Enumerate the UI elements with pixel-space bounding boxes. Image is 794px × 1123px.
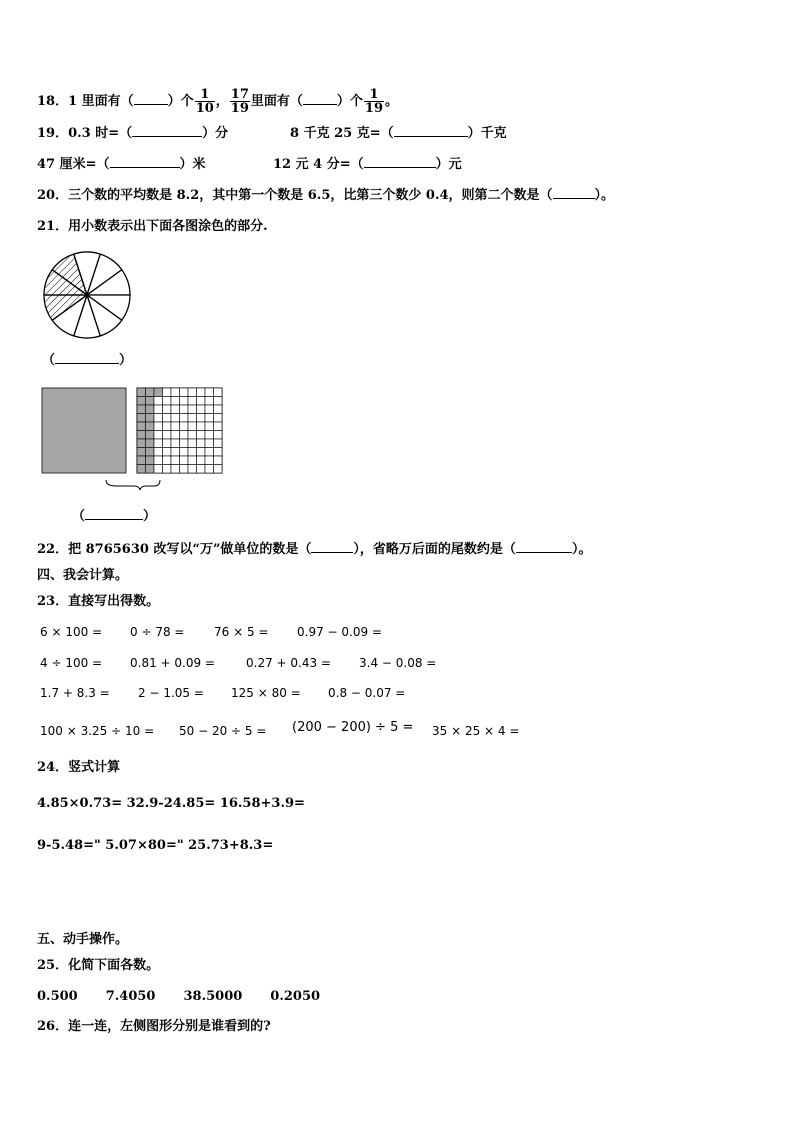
grid-cell (163, 431, 172, 440)
grid-cell (163, 388, 172, 397)
calc-item: 0.97 − 0.09 = (297, 625, 382, 639)
grid-cell (163, 414, 172, 423)
grid-cell (214, 388, 223, 397)
grid-cell (205, 414, 214, 423)
q22-line: 22．把 8765630 改写以“万”做单位的数是（ ），省略万后面的尾数约是（ ）。 (37, 542, 592, 557)
q20-line: 20．三个数的平均数是 8.2，其中第一个数是 6.5，比第三个数少 0.4，则第二个数是（ ）。 (37, 188, 615, 203)
grid-cell (154, 422, 163, 431)
q26-question: 26．连一连，左侧图形分别是谁看到的? (37, 1019, 271, 1034)
q19-blank-3[interactable] (110, 155, 180, 168)
fraction-1-10: $\frac{1}{10}$ (195, 87, 214, 116)
calc-item: 100 × 3.25 ÷ 10 = (40, 724, 155, 738)
section-5-heading: 五、动手操作。 (37, 932, 129, 947)
grid-cell (197, 456, 206, 465)
calc-item: 0.81 + 0.09 = (130, 656, 215, 670)
q21-answer-1: （ ） (42, 353, 133, 368)
grid-cell-shaded (137, 439, 146, 448)
q19-line-1-right: 8 千克 25 克=（ ）千克 (290, 126, 507, 141)
grid-cell (171, 431, 180, 440)
grid-cell (171, 422, 180, 431)
grid-cell-shaded (154, 388, 163, 397)
grid-cell (180, 448, 189, 457)
grid-cell (180, 422, 189, 431)
grid-cell (197, 397, 206, 406)
q19-line-1-left: 19．0.3 时=（ ）分 (37, 126, 229, 141)
grid-cell (214, 439, 223, 448)
grid-cell-shaded (146, 448, 155, 457)
grid-cell-shaded (137, 397, 146, 406)
value-item: 7.4050 (105, 989, 156, 1004)
q21-question: 21．用小数表示出下面各图涂色的部分. (37, 219, 268, 234)
grid-cell (214, 414, 223, 423)
fraction-17-19: $\frac{17}{19}$ (230, 87, 249, 116)
grid-cell (171, 439, 180, 448)
grid-cell (214, 405, 223, 414)
grid-cell (188, 405, 197, 414)
grid-cell (171, 388, 180, 397)
q22-blank-1[interactable] (311, 540, 353, 553)
calc-item: (200 − 200) ÷ 5 = (292, 720, 414, 735)
decimal-square-figure (40, 386, 230, 498)
grid-cell-shaded (146, 431, 155, 440)
q22-blank-2[interactable] (516, 540, 572, 553)
grid-cell-shaded (137, 414, 146, 423)
grid-cell (163, 439, 172, 448)
grid-cell (214, 465, 223, 474)
grid-cell (154, 397, 163, 406)
grid-cell (205, 405, 214, 414)
grid-cell (214, 431, 223, 440)
grid-cell (188, 397, 197, 406)
q23-question: 23．直接写出得数。 (37, 594, 160, 609)
grid-cell (154, 448, 163, 457)
q25-question: 25．化简下面各数。 (37, 958, 160, 973)
grid-cell (171, 465, 180, 474)
q19-line-2-right: 12 元 4 分=（ ）元 (273, 157, 462, 172)
grid-cell (163, 422, 172, 431)
grid-cell (154, 431, 163, 440)
brace (106, 480, 160, 490)
grid-cell (171, 397, 180, 406)
q19-blank-2[interactable] (394, 124, 468, 137)
q21-blank-2[interactable] (85, 507, 143, 520)
calc-item: 1.7 + 8.3 = (40, 686, 110, 700)
grid-cell (171, 414, 180, 423)
q24-line-1: 4.85×0.73= 32.9-24.85= 16.58+3.9= (37, 796, 305, 811)
q18-blank-1[interactable] (134, 92, 168, 105)
calc-item: 50 − 20 ÷ 5 = (179, 724, 267, 738)
q19-line-2-left: 47 厘米=（ ）米 (37, 157, 206, 172)
full-shaded-square (42, 388, 126, 473)
grid-cell (180, 397, 189, 406)
grid-cell (171, 456, 180, 465)
grid-cell-shaded (146, 405, 155, 414)
grid-cell (205, 388, 214, 397)
grid-cell (180, 431, 189, 440)
grid-cell (205, 456, 214, 465)
calc-item: 0.8 − 0.07 = (328, 686, 406, 700)
grid-cell-shaded (146, 456, 155, 465)
grid-cell-shaded (137, 422, 146, 431)
grid-cell (154, 465, 163, 474)
grid-cell (180, 405, 189, 414)
section-4-heading: 四、我会计算。 (37, 568, 129, 583)
q21-answer-2: （ ） (72, 509, 157, 524)
grid-cell (197, 465, 206, 474)
q19-blank-4[interactable] (364, 155, 436, 168)
grid-cell (188, 422, 197, 431)
value-item: 0.500 (37, 989, 78, 1004)
q21-blank-1[interactable] (55, 351, 119, 364)
grid-cell (197, 405, 206, 414)
grid-cell (197, 439, 206, 448)
grid-cell (197, 422, 206, 431)
grid-cell (205, 422, 214, 431)
grid-cell (205, 448, 214, 457)
calc-item: 6 × 100 = (40, 625, 103, 639)
grid-cell (214, 397, 223, 406)
grid-cell (180, 465, 189, 474)
grid-cell (188, 456, 197, 465)
grid-cell (197, 388, 206, 397)
grid-cell (205, 439, 214, 448)
calc-item: 76 × 5 = (214, 625, 269, 639)
grid-cell (188, 388, 197, 397)
grid-cell-shaded (137, 456, 146, 465)
grid-cell (180, 414, 189, 423)
q18-blank-2[interactable] (303, 92, 337, 105)
grid-cell (205, 397, 214, 406)
grid-cell-shaded (137, 388, 146, 397)
q20-blank[interactable] (553, 186, 595, 199)
calc-item: 35 × 25 × 4 = (432, 724, 520, 738)
grid-cell (205, 431, 214, 440)
grid-cell-shaded (137, 431, 146, 440)
grid-cell (154, 405, 163, 414)
grid-cell (154, 439, 163, 448)
grid-cell-shaded (146, 388, 155, 397)
grid-cell-shaded (137, 465, 146, 474)
grid-cell (214, 448, 223, 457)
grid-cell (171, 448, 180, 457)
q24-line-2: 9-5.48=" 5.07×80=" 25.73+8.3= (37, 838, 274, 853)
calc-item: 0 ÷ 78 = (130, 625, 185, 639)
grid-cell-shaded (146, 397, 155, 406)
grid-cell (163, 456, 172, 465)
calc-item: 125 × 80 = (231, 686, 301, 700)
grid-cell-shaded (137, 405, 146, 414)
q24-question: 24．竖式计算 (37, 760, 121, 775)
grid-cell (188, 465, 197, 474)
grid-cell (214, 422, 223, 431)
q25-values (37, 988, 320, 1006)
grid-cell (188, 439, 197, 448)
calc-item: 2 − 1.05 = (138, 686, 204, 700)
shaded-circle-figure (41, 249, 133, 341)
grid-cell-shaded (146, 465, 155, 474)
grid-cell (180, 388, 189, 397)
grid-cell (205, 465, 214, 474)
grid-cell (188, 414, 197, 423)
grid-cell (197, 431, 206, 440)
grid-cell-shaded (146, 439, 155, 448)
grid-cell (188, 448, 197, 457)
grid-cell (154, 456, 163, 465)
grid-cell (163, 397, 172, 406)
grid-cell (197, 448, 206, 457)
grid-cell (180, 439, 189, 448)
grid-cell (214, 456, 223, 465)
grid-cell (188, 431, 197, 440)
grid-cell (163, 465, 172, 474)
grid-cell (171, 405, 180, 414)
grid-cell (163, 405, 172, 414)
grid-cell-shaded (146, 422, 155, 431)
calc-item: 4 ÷ 100 = (40, 656, 103, 670)
calc-item: 3.4 − 0.08 = (359, 656, 437, 670)
fraction-1-19: $\frac{1}{19}$ (364, 87, 384, 116)
value-item: 0.2050 (270, 989, 321, 1004)
q18-label: 18． (37, 94, 69, 109)
q18-line: 18．1 里面有（ ）个 $\frac{1}{10}$ ， $\frac{17}{19}$ 里面有（ ）个 $\frac{1}{19}$ 。 (37, 87, 399, 116)
grid-cell-shaded (137, 448, 146, 457)
grid-cell (163, 448, 172, 457)
grid-cell (197, 414, 206, 423)
calc-item: 0.27 + 0.43 = (246, 656, 331, 670)
grid-cell (180, 456, 189, 465)
value-item: 38.5000 (183, 989, 243, 1004)
grid-cell-shaded (146, 414, 155, 423)
q19-blank-1[interactable] (132, 124, 202, 137)
grid-cell (154, 414, 163, 423)
